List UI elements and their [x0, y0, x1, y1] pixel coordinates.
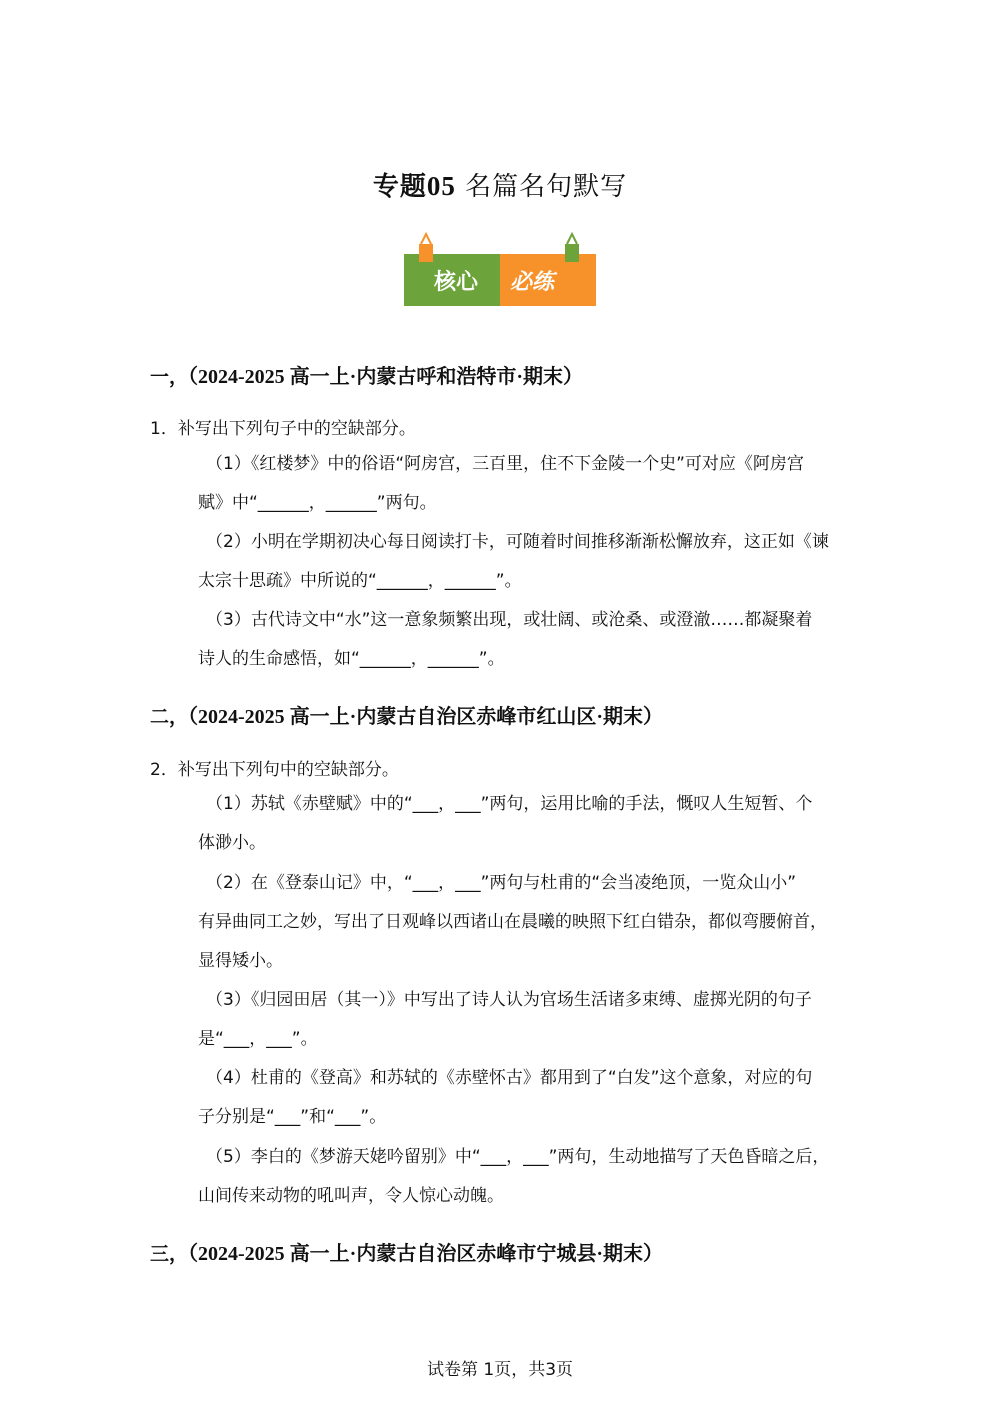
section-header: [150, 360, 583, 389]
section-number: 一，: [150, 366, 189, 388]
section-number: 二，: [150, 706, 189, 728]
question-item: [198, 1059, 858, 1137]
binder-clip-icon: [419, 234, 433, 262]
item-line: （2）在《登泰山记》中，“___，___”两句与杜甫的“会当凌绝顶，一览众山小”: [206, 873, 797, 893]
item-line: 有异曲同工之妙，写出了日观峰以西诸山在晨曦的映照下红白错杂，都似弯腰俯首，: [198, 912, 827, 932]
title-number: 05: [426, 171, 456, 201]
item-line: 太宗十思疏》中所说的“______，______”。: [198, 571, 522, 591]
item-line: 是“___，___”。: [198, 1029, 318, 1049]
item-line: （3）《归园田居（其一）》中写出了诗人认为官场生活诸多束缚、虚掷光阴的句子: [206, 990, 812, 1010]
question-item: [198, 785, 858, 863]
question-item: [198, 1138, 858, 1216]
item-line: （4）杜甫的《登高》和苏轼的《赤壁怀古》都用到了“白发”这个意象，对应的句: [206, 1068, 813, 1088]
question-stem: 1．补写出下列句子中的空缺部分。: [150, 419, 416, 439]
binder-clip-icon: [565, 234, 579, 262]
page-title: [0, 166, 1000, 203]
item-line: （5）李白的《梦游天姥吟留别》中“___，___”两句，生动地描写了天色昏暗之后，: [206, 1147, 830, 1167]
section-source: （2024-2025 高一上·内蒙古自治区赤峰市宁城县·期末）: [188, 1243, 664, 1265]
question-item: [198, 981, 858, 1059]
item-line: 显得矮小。: [198, 951, 283, 971]
section-header: [150, 1237, 663, 1266]
section-source: （2024-2025 高一上·内蒙古呼和浩特市·期末）: [188, 366, 584, 388]
page-footer: 试卷第 1页，共3页: [426, 1360, 574, 1380]
title-main: 名篇名句默写: [455, 172, 628, 202]
question-stem: 2．补写出下列句中的空缺部分。: [150, 760, 399, 780]
section-source: （2024-2025 高一上·内蒙古自治区赤峰市红山区·期末）: [188, 706, 664, 728]
question-item: [198, 864, 858, 981]
badge-right-text: 必练: [509, 270, 555, 295]
item-line: （2）小明在学期初决心每日阅读打卡，可随着时间推移渐渐松懈放弃，这正如《谏: [206, 532, 829, 552]
question-item: [198, 601, 858, 679]
item-line: 子分别是“___”和“___”。: [198, 1107, 387, 1127]
item-line: 山间传来动物的吼叫声，令人惊心动魄。: [198, 1186, 504, 1206]
question-item: [198, 445, 858, 523]
section-number: 三，: [150, 1243, 189, 1265]
section-header: [150, 700, 663, 729]
item-line: （1）苏轼《赤壁赋》中的“___，___”两句，运用比喻的手法，慨叹人生短暂、个: [206, 794, 813, 814]
item-line: （3）古代诗文中“水”这一意象频繁出现，或壮阔、或沧桑、或澄澈……都凝聚着: [206, 610, 813, 630]
item-line: 赋》中“______，______”两句。: [198, 493, 437, 513]
title-prefix: 专题: [372, 172, 427, 202]
core-practice-badge: [402, 232, 598, 308]
badge-left-text: 核心: [433, 270, 479, 295]
item-line: 体渺小。: [198, 833, 266, 853]
question-item: [198, 523, 858, 601]
item-line: 诗人的生命感悟，如“______，______”。: [198, 649, 505, 669]
item-line: （1）《红楼梦》中的俗语“阿房宫，三百里，住不下金陵一个史”可对应《阿房宫: [206, 454, 804, 474]
